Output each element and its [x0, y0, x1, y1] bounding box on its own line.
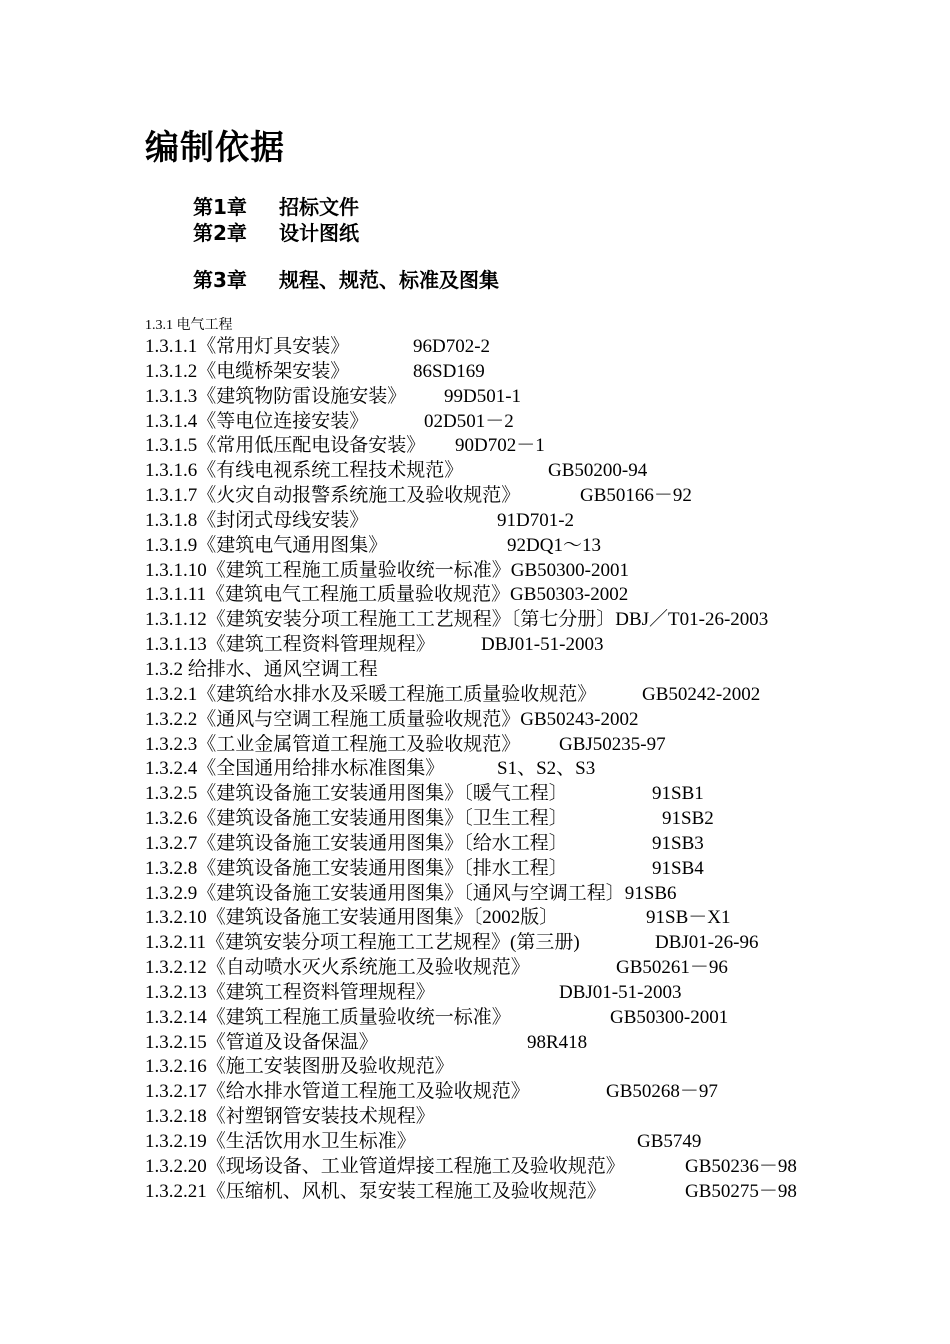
entry-title: 1.3.2.13《建筑工程资料管理规程》 — [145, 981, 435, 1003]
entry-code: 02D501－2 — [424, 410, 514, 432]
entry-code: GBJ50235-97 — [559, 733, 666, 755]
list-item — [145, 658, 845, 683]
list-item — [145, 708, 845, 733]
entry-title: 1.3.1.4《等电位连接安装》 — [145, 410, 369, 432]
list-item — [145, 559, 845, 584]
entry-code: 98R418 — [527, 1031, 588, 1053]
entry-title: 1.3.2.18《衬塑钢管安装技术规程》 — [145, 1106, 435, 1128]
entry-code: 91D701-2 — [497, 509, 575, 531]
list-item — [145, 509, 845, 534]
list-item — [145, 385, 845, 410]
list-item — [145, 583, 845, 608]
list-item — [145, 931, 845, 956]
entry-title: 1.3.2.19《生活饮用水卫生标准》 — [145, 1131, 416, 1152]
entry-title: 1.3.1.13《建筑工程资料管理规程》 — [145, 634, 435, 656]
list-item — [145, 1155, 845, 1180]
entry-code: GB50242-2002 — [642, 683, 761, 705]
entry-code: 91SB－X1 — [646, 907, 731, 929]
list-item — [145, 807, 845, 832]
list-item — [145, 410, 845, 435]
entry-title: 1.3.2.9《建筑设备施工安装通用图集》〔通风与空调工程〕91SB6 — [145, 882, 677, 904]
entry-title: 1.3.2.11《建筑安装分项工程施工工艺规程》(第三册) — [145, 932, 580, 954]
entry-title: 1.3.1.1《常用灯具安装》 — [145, 336, 350, 357]
chapter-number: 第1章 — [193, 195, 247, 219]
list-item — [145, 608, 845, 633]
entry-code: GB50200-94 — [548, 460, 648, 482]
list-item — [145, 832, 845, 857]
entry-code: GB50268－97 — [606, 1081, 718, 1103]
entry-code: DBJ01-51-2003 — [559, 981, 682, 1003]
entry-title: 1.3.2.2《通风与空调工程施工质量验收规范》GB50243-2002 — [145, 708, 639, 730]
entry-code: 86SD169 — [413, 360, 485, 382]
list-item — [145, 1006, 845, 1031]
list-item — [145, 757, 845, 782]
entry-code: DBJ01-26-96 — [655, 932, 759, 954]
list-item — [145, 1105, 845, 1130]
entry-title: 1.3.2.4《全国通用给排水标准图集》 — [145, 758, 445, 780]
entry-title: 1.3.2.8《建筑设备施工安装通用图集》〔排水工程〕 — [145, 857, 568, 879]
chapter-3-heading — [193, 264, 499, 293]
list-item — [145, 1031, 845, 1056]
entry-code: 92DQ1～13 — [507, 534, 601, 556]
entry-code: GB50261－96 — [616, 957, 728, 979]
list-item — [145, 882, 845, 907]
entry-title: 1.3.2.12《自动喷水灭火系统施工及验收规范》 — [145, 957, 530, 979]
entry-title: 1.3.2.16《施工安装图册及验收规范》 — [145, 1056, 454, 1078]
list-item — [145, 1055, 845, 1080]
list-item — [145, 434, 845, 459]
entry-title: 1.3.2.5《建筑设备施工安装通用图集》〔暖气工程〕 — [145, 783, 568, 805]
entry-code: 96D702-2 — [413, 336, 491, 357]
entry-code: GB50300-2001 — [610, 1006, 729, 1028]
entry-title: 1.3.2.20《现场设备、工业管道焊接工程施工及验收规范》 — [145, 1155, 625, 1177]
entry-code: 91SB3 — [652, 832, 704, 854]
chapter-title: 招标文件 — [279, 195, 359, 219]
entry-title: 1.3.1.5《常用低压配电设备安装》 — [145, 435, 426, 457]
list-item — [145, 857, 845, 882]
entry-code: S1、S2、S3 — [497, 758, 596, 780]
entry-title: 1.3.2.1《建筑给水排水及采暖工程施工质量验收规范》 — [145, 683, 597, 705]
entry-title: 1.3.1.8《封闭式母线安装》 — [145, 509, 369, 531]
entry-code: 91SB2 — [662, 808, 714, 830]
entry-code: 91SB1 — [652, 783, 704, 805]
chapter-number: 第2章 — [193, 221, 247, 245]
list-item — [145, 335, 845, 360]
entry-title: 1.3.2.3《工业金属管道工程施工及验收规范》 — [145, 733, 521, 755]
entry-title: 1.3.1.2《电缆桥架安装》 — [145, 360, 350, 382]
entry-code: 90D702－1 — [455, 435, 545, 457]
entry-title: 1.3.1.7《火灾自动报警系统施工及验收规范》 — [145, 485, 521, 507]
entry-title: 1.3.1.11《建筑电气工程施工质量验收规范》GB50303-2002 — [145, 584, 629, 606]
list-item — [145, 956, 845, 981]
list-item — [145, 534, 845, 559]
entry-title: 1.3.1.12《建筑安装分项工程施工工艺规程》〔第七分册〕DBJ／T01-26-2003 — [145, 609, 769, 631]
list-item — [145, 1080, 845, 1105]
entry-code: 91SB4 — [652, 857, 704, 879]
chapter-2-heading — [193, 217, 359, 246]
chapter-title: 规程、规范、标准及图集 — [279, 268, 499, 292]
list-item — [145, 459, 845, 484]
list-item — [145, 906, 845, 931]
entry-code: GB5749 — [637, 1131, 702, 1152]
entry-title: 1.3.2.17《给水排水管道工程施工及验收规范》 — [145, 1081, 530, 1103]
list-item — [145, 633, 845, 658]
entry-title: 1.3.2.15《管道及设备保温》 — [145, 1031, 378, 1053]
list-item — [145, 360, 845, 385]
entry-code: 99D501-1 — [444, 385, 522, 407]
entry-code: DBJ01-51-2003 — [481, 634, 604, 656]
chapter-number: 第3章 — [193, 268, 247, 292]
entry-title: 1.3.2.21《压缩机、风机、泵安装工程施工及验收规范》 — [145, 1180, 606, 1202]
entry-title: 1.3.1.6《有线电视系统工程技术规范》 — [145, 460, 464, 482]
entry-title: 1.3.1.10《建筑工程施工质量验收统一标准》GB50300-2001 — [145, 559, 629, 581]
chapter-title: 设计图纸 — [279, 221, 359, 245]
list-item — [145, 733, 845, 758]
list-item — [145, 683, 845, 708]
entry-code: GB50166－92 — [580, 485, 692, 507]
entry-title: 1.3.2.7《建筑设备施工安装通用图集》〔给水工程〕 — [145, 832, 568, 854]
entry-title: 1.3.1.9《建筑电气通用图集》 — [145, 534, 388, 556]
chapter-1-heading — [193, 191, 359, 220]
entry-title: 1.3.2 给排水、通风空调工程 — [145, 658, 378, 680]
entry-code: GB50275－98 — [685, 1180, 797, 1202]
entry-code: GB50236－98 — [685, 1155, 797, 1177]
entry-title: 1.3.1.3《建筑物防雷设施安装》 — [145, 385, 407, 407]
list-item — [145, 981, 845, 1006]
entry-title: 1.3.2.10《建筑设备施工安装通用图集》〔2002版〕 — [145, 907, 559, 929]
list-item — [145, 1180, 845, 1205]
list-item — [145, 1130, 845, 1155]
list-item — [145, 782, 845, 807]
document-title: 编制依据 — [145, 128, 285, 168]
list-item — [145, 484, 845, 509]
section-heading-electrical: 1.3.1 电气工程 — [145, 318, 233, 333]
entry-title: 1.3.2.6《建筑设备施工安装通用图集》〔卫生工程〕 — [145, 808, 568, 830]
standards-list — [145, 335, 845, 1205]
entry-title: 1.3.2.14《建筑工程施工质量验收统一标准》 — [145, 1006, 511, 1028]
